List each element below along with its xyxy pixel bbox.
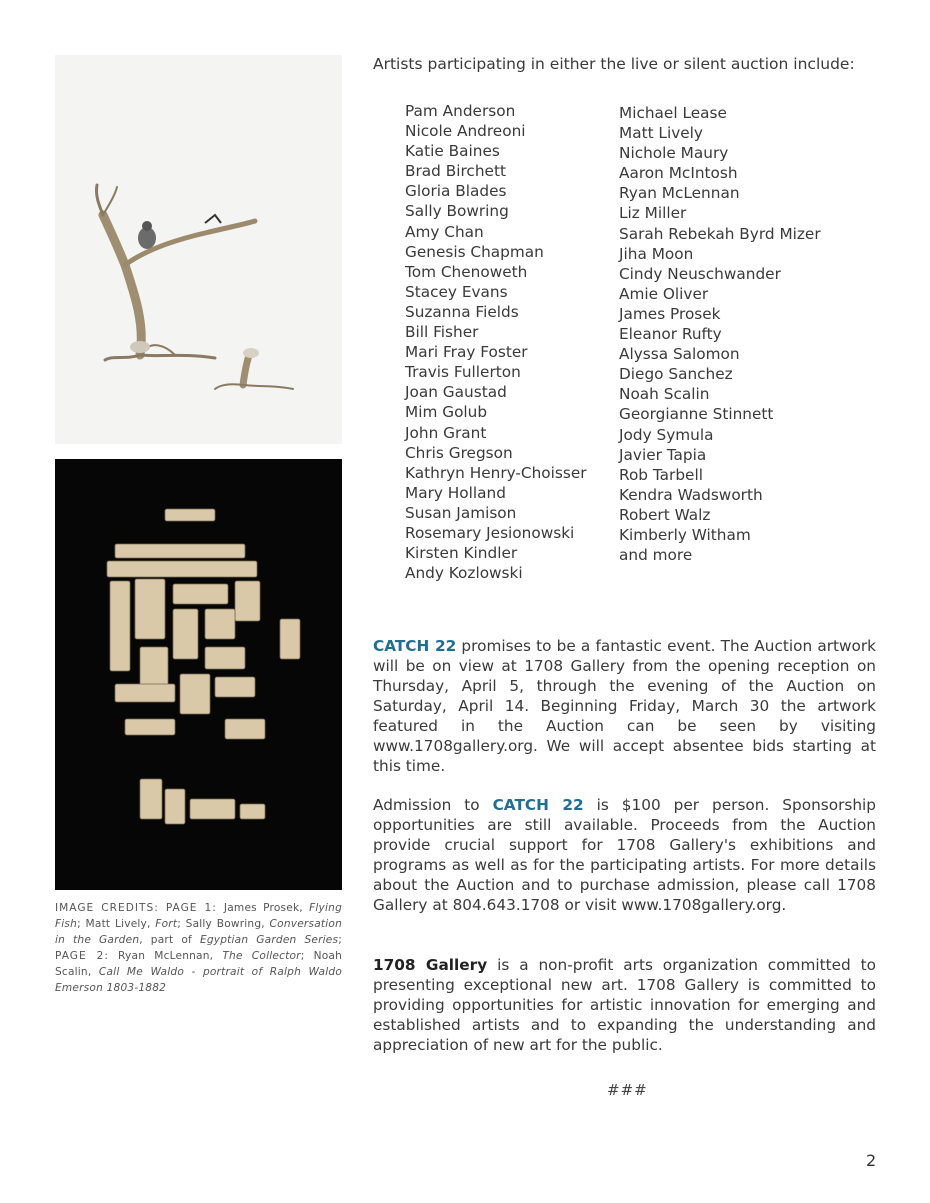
artist-name: Mari Fray Foster: [405, 343, 528, 362]
artist-name: Javier Tapia: [619, 445, 707, 464]
artist-name: Aaron McIntosh: [619, 164, 738, 183]
artist-name: Sally Bowring: [405, 202, 509, 221]
artist-name: John Grant: [405, 423, 487, 442]
artist-name: Kendra Wadsworth: [619, 485, 763, 504]
credit-text: , part of: [139, 934, 200, 946]
artist-name: Liz Miller: [619, 204, 687, 223]
artwork-image-tree: [55, 55, 342, 444]
page-number: 2: [866, 1151, 877, 1170]
artist-name: Gloria Blades: [405, 182, 507, 201]
artist-name: Diego Sanchez: [619, 365, 733, 384]
artist-name: Genesis Chapman: [405, 242, 544, 261]
artist-name: Travis Fullerton: [405, 363, 521, 382]
catch22-emphasis: CATCH 22: [373, 637, 457, 655]
artist-name: Susan Jamison: [405, 503, 517, 522]
artist-name: Mim Golub: [405, 403, 488, 422]
artist-name: Cindy Neuschwander: [619, 264, 781, 283]
credit-title: Call Me Waldo - portrait of Ralph Waldo Emerson 1803-1882: [55, 966, 342, 994]
tree-illustration: [55, 55, 342, 444]
artist-name: Robert Walz: [619, 505, 711, 524]
artist-name: Amie Oliver: [619, 284, 709, 303]
artist-name: Sarah Rebekah Byrd Mizer: [619, 224, 821, 243]
artist-name: Amy Chan: [405, 222, 484, 241]
artist-name: Katie Baines: [405, 142, 500, 161]
artist-name: James Prosek: [619, 304, 721, 323]
artist-name: Stacey Evans: [405, 282, 508, 301]
artist-name: Kathryn Henry-Choisser: [405, 463, 587, 482]
artists-list-column-2: [619, 103, 821, 565]
artist-name: Eleanor Rufty: [619, 325, 722, 344]
credit-text: Ryan McLennan,: [108, 950, 223, 962]
credits-page2-label: PAGE 2:: [55, 950, 109, 962]
artist-name: Jody Symula: [619, 425, 714, 444]
credit-title: Egyptian Garden Series: [199, 934, 339, 946]
artist-name: Mary Holland: [405, 483, 506, 502]
credit-text: James Prosek,: [223, 902, 310, 914]
artist-name: and more: [619, 546, 693, 565]
end-mark: ###: [607, 1081, 648, 1099]
artist-name: Kirsten Kindler: [405, 544, 518, 563]
artist-name: Ryan McLennan: [619, 184, 740, 203]
artist-name: Rosemary Jesionowski: [405, 523, 575, 542]
artist-name: Brad Birchett: [405, 162, 506, 181]
credit-text: ; Sally Bowring,: [177, 918, 270, 930]
credit-title: Flying Fish: [55, 902, 343, 930]
artist-name: Matt Lively: [619, 124, 703, 143]
artist-name: Andy Kozlowski: [405, 564, 523, 583]
artist-name: Tom Chenoweth: [405, 262, 528, 281]
artist-name: Rob Tarbell: [619, 465, 703, 484]
artist-name: Joan Gaustad: [405, 383, 507, 402]
credit-title: Conversation in the Garden: [55, 918, 342, 946]
artist-name: Jiha Moon: [619, 244, 694, 263]
artists-list-column-1: [405, 101, 587, 583]
artist-name: Nichole Maury: [619, 144, 729, 163]
artists-intro: Artists participating in either the live or silent auction include:: [373, 55, 855, 73]
paragraph-text: Admission to: [373, 796, 493, 814]
admission-paragraph: [373, 795, 876, 915]
artist-name: Noah Scalin: [619, 385, 710, 404]
artist-name: Alyssa Salomon: [619, 345, 740, 364]
credits-label: IMAGE CREDITS:: [55, 902, 159, 914]
artist-name: Bill Fisher: [405, 323, 479, 342]
artist-name: Chris Gregson: [405, 443, 513, 462]
paragraph-text: is $100 per person. Sponsorship opportunities are still available. Proceeds from the Auction provide crucial support for 1708 Gallery's exhibitions and programs as well as for the participating artists. For more details about the Auction and to purchase admission, please call 1708 Gallery at 804.643.1708 or visit www.1708gallery.org.: [373, 796, 877, 914]
about-paragraph: [373, 955, 876, 1055]
catch22-emphasis: CATCH 22: [492, 796, 584, 814]
gallery-name-emphasis: 1708 Gallery: [373, 956, 488, 974]
paragraph-text: is a non-profit arts organization committed to presenting exceptional new art. 1708 Gallery is committed to providing opportunities for artistic innovation for emerging and established artists and to expanding the understanding and appreciation of new art for the public.: [373, 956, 876, 1054]
credit-text: ;: [338, 934, 343, 946]
artwork-image-portrait: [55, 459, 342, 890]
credit-title: Fort: [155, 918, 178, 930]
credit-title: The Collector: [222, 950, 301, 962]
image-credits: [55, 900, 342, 996]
event-paragraph: [373, 636, 876, 776]
artist-name: Nicole Andreoni: [405, 122, 526, 141]
credit-text: ; Noah Scalin,: [55, 950, 342, 978]
outlet-portrait-illustration: [55, 459, 342, 890]
credits-page1-label: PAGE 1:: [158, 902, 224, 914]
artist-name: Georgianne Stinnett: [619, 405, 774, 424]
artist-name: Pam Anderson: [405, 102, 516, 120]
artist-name: Suzanna Fields: [405, 302, 519, 321]
artist-name: Kimberly Witham: [619, 525, 751, 544]
paragraph-text: promises to be a fantastic event. The Auction artwork will be on view at 1708 Gallery from the opening reception on Thursday, April 5, through the evening of the Auction on Saturday, April 14. Beginning Friday, March 30 the artwork featured in the Auction can be seen by visiting www.1708gallery.org. We will accept absentee bids starting at this time.: [373, 637, 876, 775]
credit-text: ; Matt Lively,: [77, 918, 156, 930]
artist-name: Michael Lease: [619, 104, 727, 122]
